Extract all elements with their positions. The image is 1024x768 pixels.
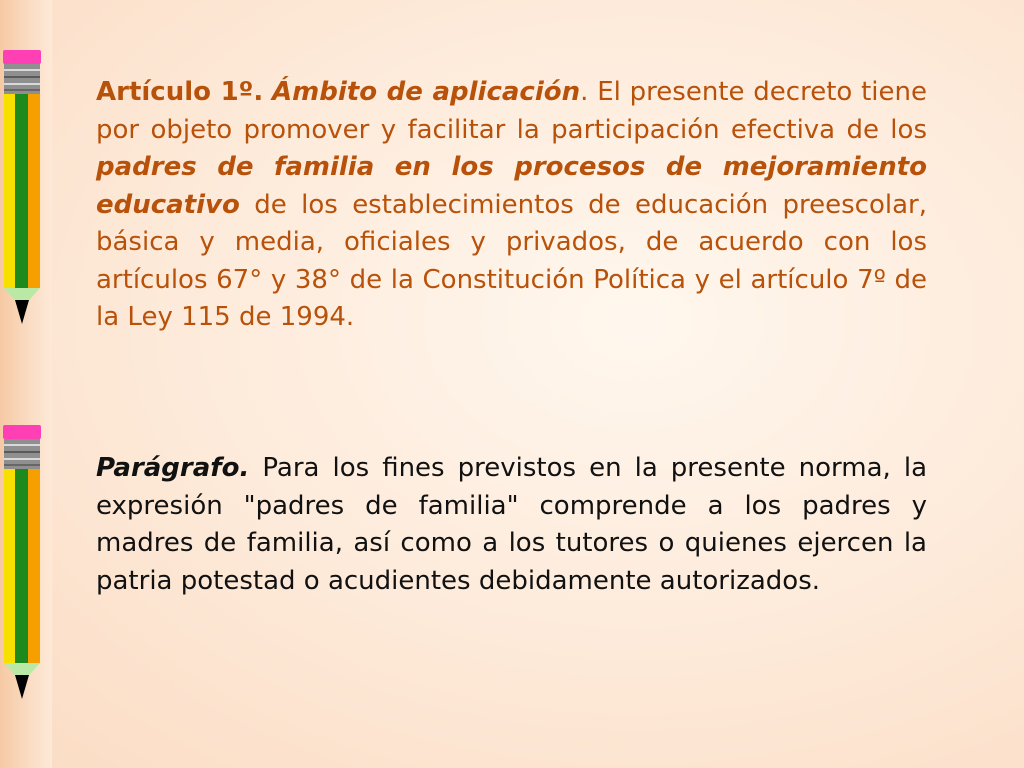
article-text-end: de los establecimientos de educación preescolar, básica y media, oficiales y privados, de acuerdo con los artículos 67° y 38° de la Constitución Política y el artículo 7º de la Ley 115 de 1994. [96, 189, 927, 332]
article-subheading: Ámbito de aplicación [272, 77, 581, 107]
paragrafo-heading: Parágrafo. [96, 453, 250, 483]
article-subheading-period: . [580, 77, 589, 107]
article-emphasis: padres de familia en los procesos de mejoramiento educativo [96, 152, 927, 220]
article-heading: Artículo 1º. [96, 77, 264, 107]
pencil-icon [0, 425, 44, 703]
paragrafo-text: Para los fines previstos en la presente norma, la expresión "padres de familia" comprende a los padres y madres de familia, así como a los tutores o quienes ejercen la patria potestad o acudientes debidamente autorizados. [96, 453, 927, 596]
article-text-start: El presente decreto tiene por objeto promover y facilitar la participación efectiva de los [96, 77, 927, 145]
pencil-icon [0, 50, 44, 328]
paragrafo-paragraph [96, 450, 927, 600]
article-1-paragraph [96, 74, 927, 337]
